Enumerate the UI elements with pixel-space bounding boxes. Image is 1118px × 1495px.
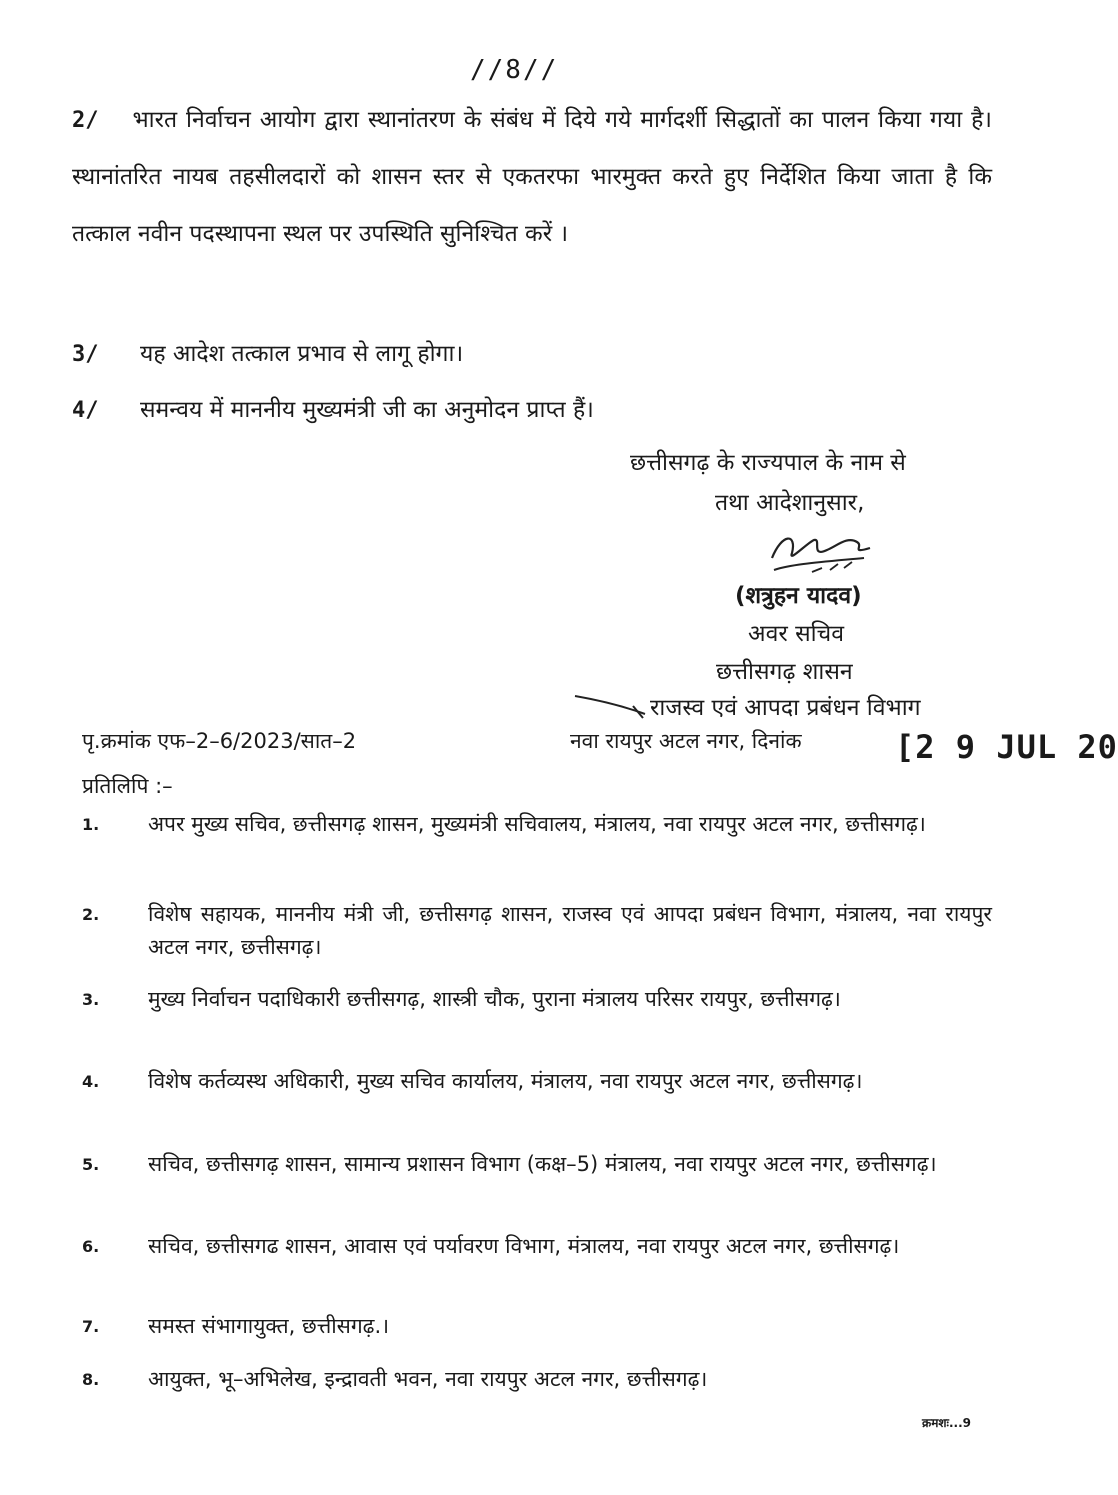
list-item (82, 1230, 992, 1263)
paragraph-number: 2/ (72, 108, 99, 133)
page-number: //8// (470, 55, 559, 85)
list-item (82, 983, 992, 1016)
list-item-text: आयुक्त, भू–अभिलेख, इन्द्रावती भवन, नवा रायपुर अटल नगर, छत्तीसगढ़। (148, 1367, 708, 1391)
list-item-number: 2. (82, 905, 100, 924)
date-stamp: [2 9 JUL 20 (895, 728, 1118, 766)
pen-stroke-mark (573, 692, 653, 722)
list-item-text: विशेष कर्तव्यस्थ अधिकारी, मुख्य सचिव कार्यालय, मंत्रालय, नवा रायपुर अटल नगर, छत्तीसगढ़। (148, 1069, 863, 1093)
signatory-department: राजस्व एवं आपदा प्रबंधन विभाग (650, 695, 921, 721)
list-item-number: 4. (82, 1072, 100, 1091)
list-item-text: अपर मुख्य सचिव, छत्तीसगढ़ शासन, मुख्यमंत्री सचिवालय, मंत्रालय, नवा रायपुर अटल नगर, छत्तीसगढ़। (148, 812, 926, 836)
list-item-number: 3. (82, 990, 100, 1009)
paragraph-number: 3/ (72, 342, 99, 367)
copy-to-label: प्रतिलिपि :– (82, 774, 173, 798)
list-item-number: 7. (82, 1317, 100, 1336)
paragraph-number: 4/ (72, 398, 99, 423)
signatory-name: (शत्रुहन यादव) (735, 583, 862, 609)
reference-number: पृ.क्रमांक एफ–2–6/2023/सात–2 (82, 729, 357, 753)
paragraph-text: समन्वय में माननीय मुख्यमंत्री जी का अनुमोदन प्राप्त हैं। (140, 397, 594, 423)
signatory-designation: अवर सचिव (748, 621, 844, 647)
signatory-office: छत्तीसगढ़ शासन (716, 659, 853, 685)
continuation-mark: क्रमशः...9 (921, 1416, 971, 1430)
list-item (82, 1148, 992, 1181)
handwritten-signature (752, 528, 882, 578)
list-item (82, 898, 992, 964)
paragraph-text: यह आदेश तत्काल प्रभाव से लागू होगा। (140, 341, 464, 367)
list-item-text: विशेष सहायक, माननीय मंत्री जी, छत्तीसगढ़ शासन, राजस्व एवं आपदा प्रबंधन विभाग, मंत्रालय, नवा रायपुर अटल नगर, छत्तीसगढ़। (148, 902, 992, 959)
paragraph-3 (72, 336, 463, 368)
list-item (82, 1065, 992, 1098)
list-item-number: 8. (82, 1370, 100, 1389)
list-item-text: सचिव, छत्तीसगढ़ शासन, सामान्य प्रशासन विभाग (कक्ष–5) मंत्रालय, नवा रायपुर अटल नगर, छत्तीसगढ़। (148, 1152, 937, 1176)
list-item-text: सचिव, छत्तीसगढ शासन, आवास एवं पर्यावरण विभाग, मंत्रालय, नवा रायपुर अटल नगर, छत्तीसगढ़। (148, 1234, 900, 1258)
paragraph-2 (72, 92, 992, 263)
list-item-number: 5. (82, 1155, 100, 1174)
governor-order-line: छत्तीसगढ़ के राज्यपाल के नाम से (630, 450, 906, 476)
list-item-text: मुख्य निर्वाचन पदाधिकारी छत्तीसगढ़, शास्त्री चौक, पुराना मंत्रालय परिसर रायपुर, छत्तीसगढ़। (148, 987, 841, 1011)
list-item (82, 1363, 992, 1396)
list-item-number: 6. (82, 1237, 100, 1256)
list-item (82, 1310, 992, 1343)
paragraph-4 (72, 392, 594, 424)
list-item (82, 808, 992, 841)
place-date-label: नवा रायपुर अटल नगर, दिनांक (570, 729, 802, 753)
list-item-number: 1. (82, 815, 100, 834)
list-item-text: समस्त संभागायुक्त, छत्तीसगढ़.। (148, 1314, 390, 1338)
by-order-line: तथा आदेशानुसार, (715, 490, 865, 516)
paragraph-text: भारत निर्वाचन आयोग द्वारा स्थानांतरण के संबंध में दिये गये मार्गदर्शी सिद्धातों का पालन किया गया है। स्थानांतरित नायब तहसीलदारों को शासन स्तर से एकतरफा भारमुक्त करते हुए निर्देशित किया जाता है कि तत्काल नवीन पदस्थापना स्थल पर उपस्थिति सुनिश्चित करें । (72, 107, 992, 247)
